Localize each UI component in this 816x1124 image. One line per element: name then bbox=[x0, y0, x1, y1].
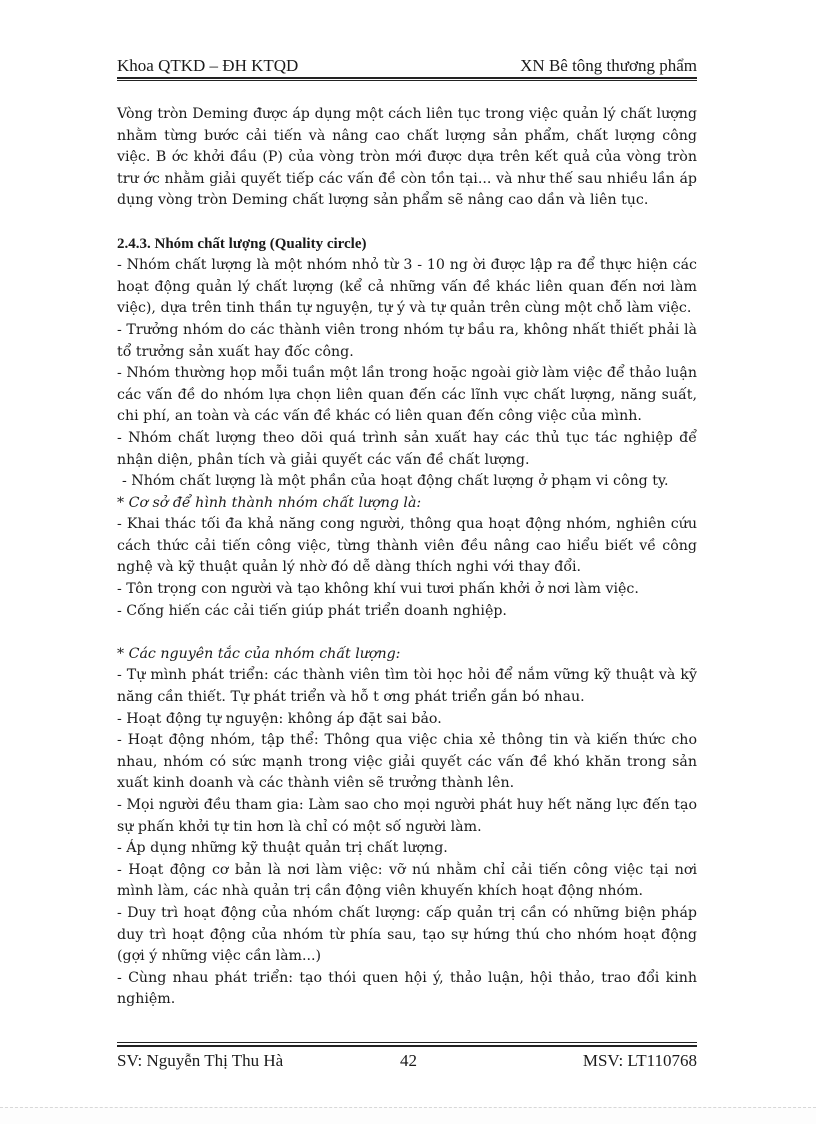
principle-item: - Tự mình phát triển: các thành viên tìm tòi học hỏi để nắm vững kỹ thuật và kỹ năng cần thiết. Tự phát triển và hỗ t ơng phát triển gắn bó nhau. bbox=[117, 667, 697, 706]
footer-student-name: SV: Nguyễn Thị Thu Hà bbox=[117, 1051, 284, 1070]
principle-item: - Cùng nhau phát triển: tạo thói quen hội ý, thảo luận, hội thảo, trao đổi kinh nghiệm. bbox=[117, 969, 697, 1008]
paragraph-definition: - Nhóm chất lượng là một nhóm nhỏ từ 3 - 10 ng ời được lập ra để thực hiện các hoạt động quản lý chất lượng (kể cả những vấn đề khác liên quan đến nơi làm việc), dựa trên tinh thần tự nguyện, tự ý và tự quản trên cùng một chỗ làm việc. bbox=[117, 257, 697, 317]
header-department: Khoa QTKD – ĐH KTQD bbox=[117, 56, 299, 75]
principles-title: * Các nguyên tắc của nhóm chất lượng: bbox=[117, 645, 401, 662]
page-number: 42 bbox=[400, 1051, 417, 1070]
paragraph-company-scope: - Nhóm chất lượng là một phần của hoạt động chất lượng ở phạm vi công ty. bbox=[122, 473, 669, 490]
principle-item: - Hoạt động cơ bản là nơi làm việc: vỡ nú nhằm chỉ cải tiến công việc tại nơi mình làm, các nhà quản trị cần động viên khuyến khích hoạt động nhóm. bbox=[117, 861, 697, 900]
header-rule bbox=[117, 77, 697, 79]
footer-student-id: MSV: LT110768 bbox=[582, 1051, 697, 1070]
section-heading: 2.4.3. Nhóm chất lượng (Quality circle) bbox=[117, 235, 367, 252]
spacer bbox=[117, 622, 697, 644]
principle-item: - Hoạt động tự nguyện: không áp đặt sai bảo. bbox=[117, 710, 442, 727]
paragraph-meeting: - Nhóm thường họp mỗi tuần một lần trong hoặc ngoài giờ làm việc để thảo luận các vấn đề do nhóm lựa chọn liên quan đến các lĩnh vực chất lượng, năng suất, chi phí, an toàn và các vấn đề khác có liên quan đến công việc của mình. bbox=[117, 365, 697, 425]
basis-item: - Tôn trọng con người và tạo không khí vui tươi phấn khởi ở nơi làm việc. bbox=[117, 581, 639, 598]
footer-rule-thin bbox=[117, 1042, 697, 1043]
paragraph-deming: Vòng tròn Deming được áp dụng một cách liên tục trong việc quản lý chất lượng nhằm từng bước cải tiến và nâng cao chất lượng sản phẩm, chất lượng công việc. B ớc khởi đầu (P) của vòng tròn mới được dựa trên kết quả của vòng tròn trư ớc nhằm giải quyết tiếp các vấn đề còn tồn tại... và như thế sau nhiều lần áp dụng vòng tròn Deming chất lượng sản phẩm sẽ nâng cao dần và liên tục. bbox=[117, 106, 697, 209]
spacer bbox=[117, 212, 697, 234]
header-rule-thin bbox=[117, 80, 697, 81]
principle-item: - Duy trì hoạt động của nhóm chất lượng: cấp quản trị cần có những biện pháp duy trì hoạt động của nhóm từ phía sau, tạo sự hứng thú cho nhóm hoạt động (gợi ý những việc cần làm...) bbox=[117, 904, 697, 965]
page-footer bbox=[117, 1051, 697, 1073]
basis-item: - Cống hiến các cải tiến giúp phát triển doanh nghiệp. bbox=[117, 602, 507, 619]
page-header bbox=[117, 52, 697, 76]
document-body bbox=[117, 104, 697, 1011]
footer-rule bbox=[117, 1045, 697, 1047]
principle-item: - Mọi người đều tham gia: Làm sao cho mọi người phát huy hết năng lực đến tạo sự phấn khởi tự tin hơn là chỉ có một số người làm. bbox=[117, 797, 697, 835]
header-enterprise: XN Bê tông thương phẩm bbox=[520, 56, 697, 75]
basis-item: - Khai thác tối đa khả năng cong người, thông qua hoạt động nhóm, nghiên cứu cách thức cải tiến công việc, từng thành viên đều nâng cao hiểu biết về công nghệ và kỹ thuật quản lý nhờ đó dễ dàng thích nghi với thay đổi. bbox=[117, 516, 697, 576]
page-bottom-edge bbox=[0, 1107, 816, 1124]
principle-item: - Áp dụng những kỹ thuật quản trị chất lượng. bbox=[117, 840, 448, 857]
basis-title: * Cơ sở để hình thành nhóm chất lượng là: bbox=[117, 494, 422, 511]
paragraph-leader: - Trưởng nhóm do các thành viên trong nhóm tự bầu ra, không nhất thiết phải là tổ trưởng sản xuất hay đốc công. bbox=[117, 321, 697, 360]
paragraph-monitoring: - Nhóm chất lượng theo dõi quá trình sản xuất hay các thủ tục tác nghiệp để nhận diện, phân tích và giải quyết các vấn đề chất lượng. bbox=[117, 429, 697, 468]
principle-item: - Hoạt động nhóm, tập thể: Thông qua việc chia xẻ thông tin và kiến thức cho nhau, nhóm có sức mạnh trong việc giải quyết các vấn đề khó khăn trong sản xuất kinh doanh và các thành viên sẽ trưởng thành lên. bbox=[117, 732, 697, 792]
